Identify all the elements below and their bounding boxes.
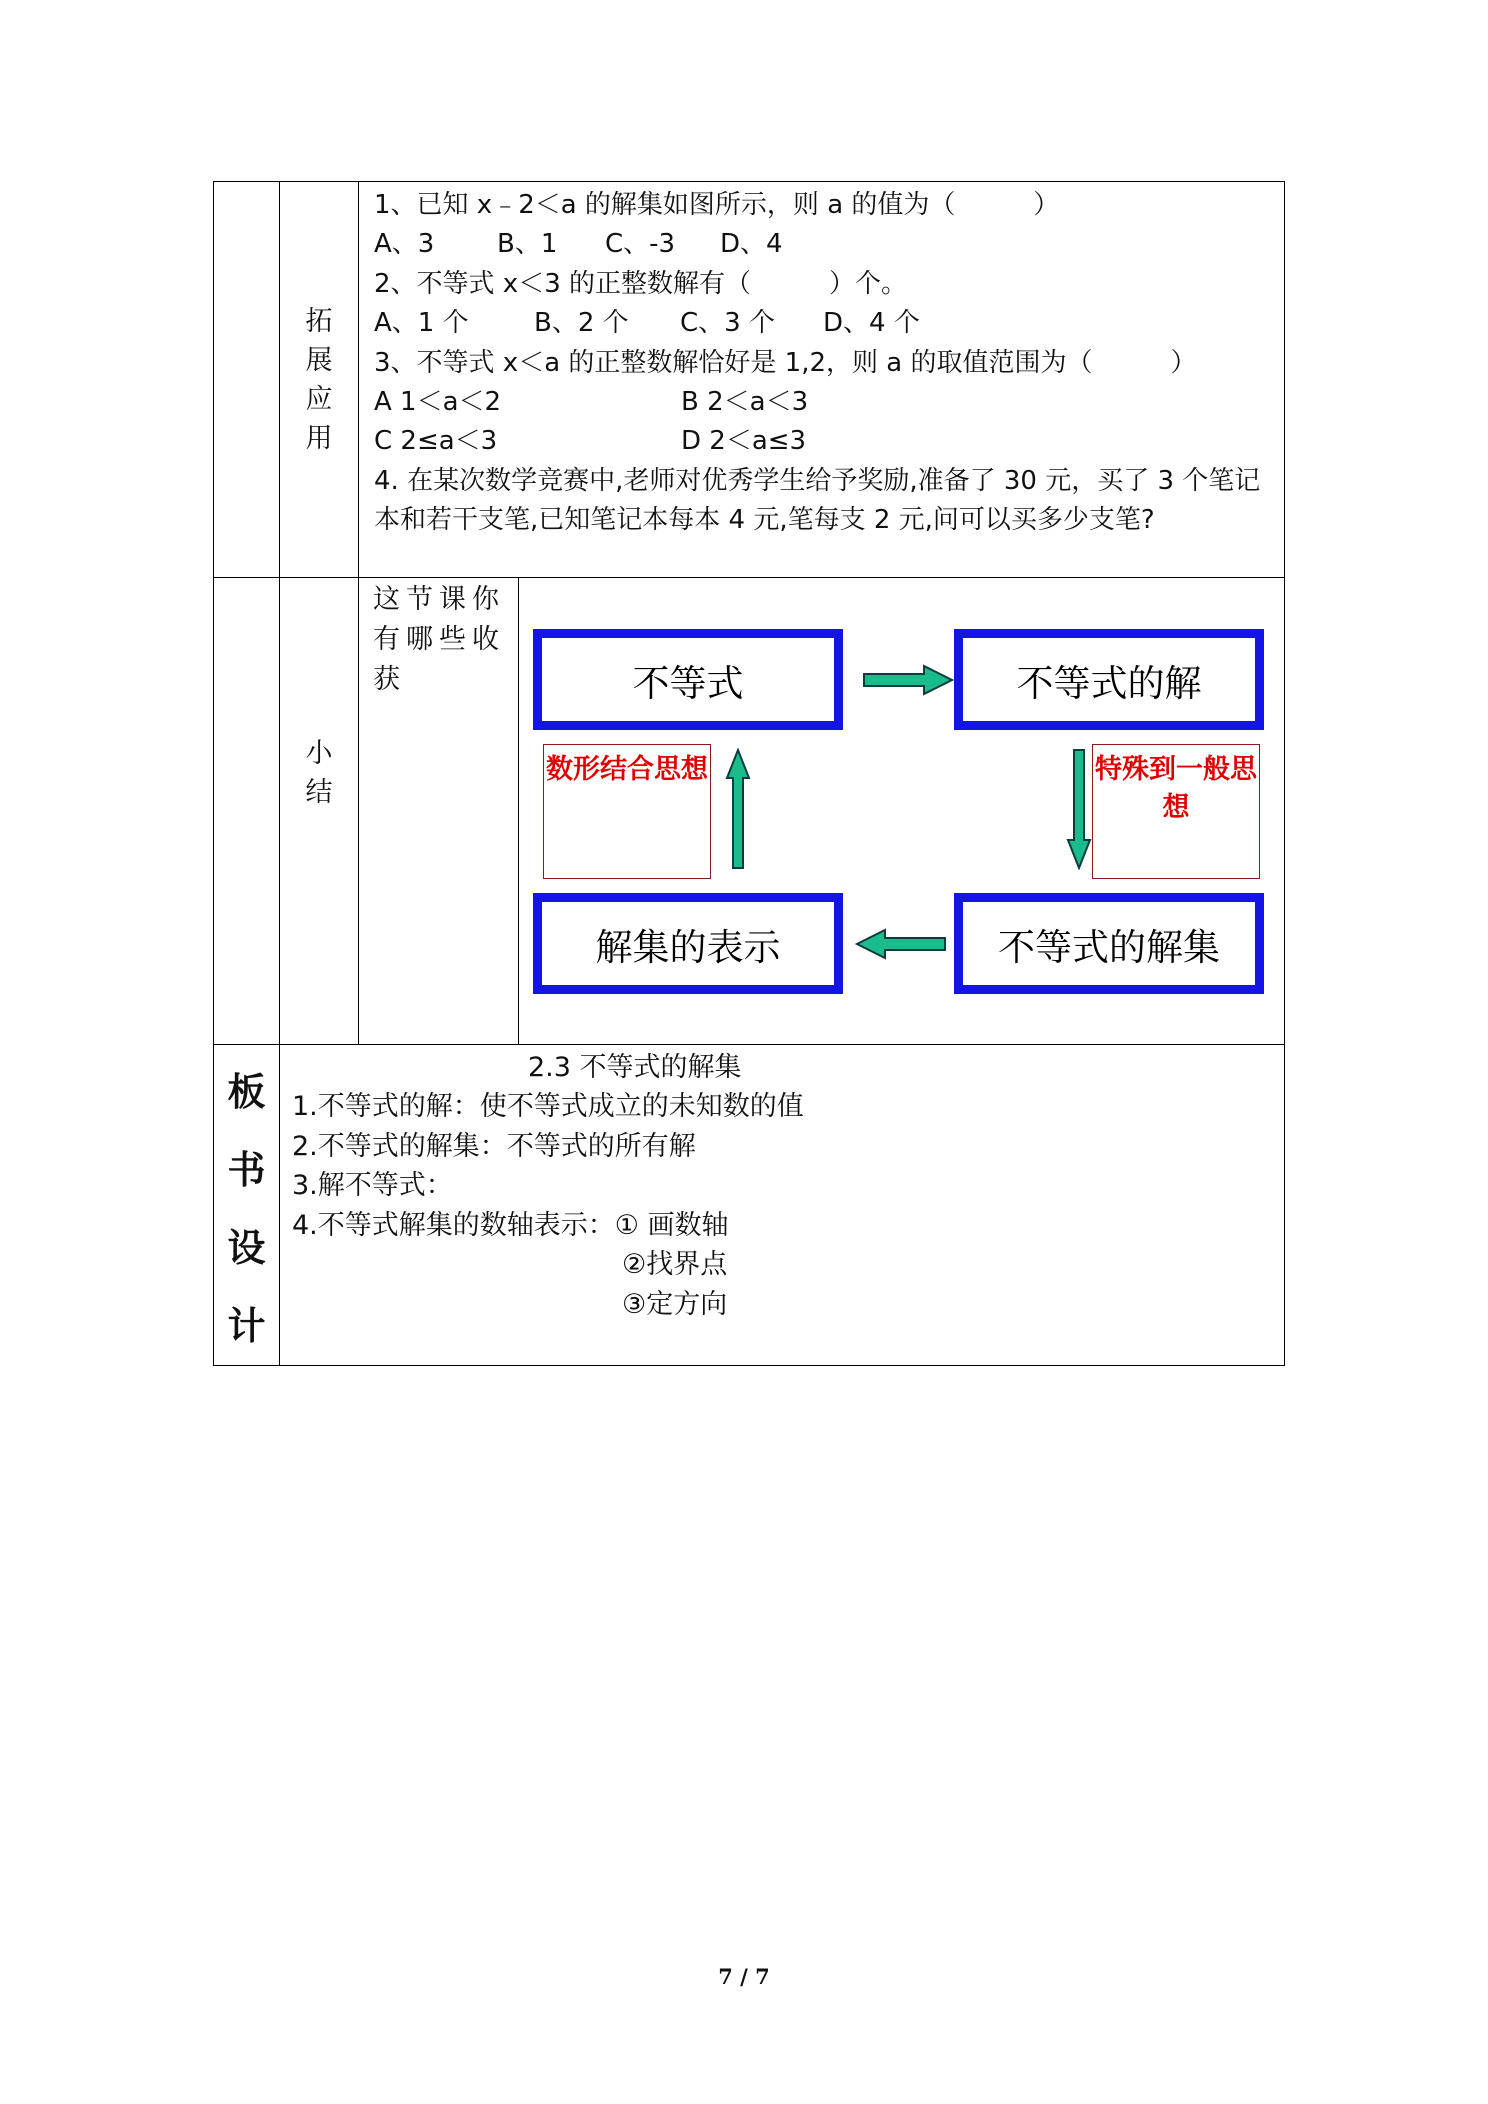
question-2: 2、不等式 x＜3 的正整数解有（ ）个。	[374, 268, 908, 299]
arrow-down-icon	[1066, 748, 1092, 870]
board-title: 2.3 不等式的解集	[528, 1052, 742, 1083]
question-3-options-b: C 2≤a＜3 D 2＜a≤3	[374, 426, 807, 457]
board-subrow: ②找界点	[622, 1249, 728, 1280]
board-row: 2.不等式的解集：不等式的所有解	[292, 1130, 696, 1162]
board-design-label: 板 书 设 计	[227, 1070, 266, 1348]
question-1: 1、已知 x﹣2＜a 的解集如图所示，则 a 的值为（ ）	[374, 190, 1060, 220]
flow-box-inequality: 不等式	[533, 629, 843, 730]
question-2-options: A、1 个 B、2 个 C、3 个 D、4 个	[374, 308, 920, 339]
summary-label-cell	[280, 578, 359, 1045]
arrow-right-icon	[862, 664, 954, 696]
board-design-row	[214, 1045, 1285, 1366]
board-row: 3.解不等式：	[292, 1170, 453, 1201]
arrow-left-icon	[855, 928, 947, 960]
page-number: 7 / 7	[718, 1964, 770, 1989]
board-row: 4.不等式解集的数轴表示：① 画数轴	[292, 1209, 729, 1241]
extension-blank-cell	[214, 182, 280, 578]
flow-box-solution-set: 不等式的解集	[954, 893, 1264, 994]
extension-label: 拓 展 应 用	[305, 305, 333, 454]
question-1-options: A、3 B、1 C、-3 D、4	[374, 229, 783, 260]
summary-label: 小 结	[305, 738, 333, 808]
note-number-shape: 数形结合思想	[543, 744, 711, 879]
summary-content-cell	[359, 578, 1285, 1045]
board-rows	[292, 1087, 804, 1324]
flow-box-set-representation: 解集的表示	[533, 893, 843, 994]
question-4: 4. 在某次数学竞赛中,老师对优秀学生给予奖励,准备了 30 元，买了 3 个笔记本和若干支笔,已知笔记本每本 4 元,笔每支 2 元,问可以买多少支笔?	[374, 465, 1261, 536]
lesson-plan-table	[213, 181, 1285, 1366]
board-content-cell	[280, 1045, 1285, 1366]
question-3: 3、不等式 x＜a 的正整数解恰好是 1,2，则 a 的取值范围为（ ）	[374, 347, 1197, 378]
question-3-options-a: A 1＜a＜2 B 2＜a＜3	[374, 387, 809, 418]
arrow-up-icon	[725, 748, 751, 870]
summary-row	[214, 578, 1285, 1045]
summary-flowchart	[519, 578, 1284, 1044]
extension-content-cell	[359, 182, 1285, 578]
summary-blank-cell	[214, 578, 280, 1045]
board-subrow: ③定方向	[622, 1288, 728, 1320]
board-label-cell	[214, 1045, 280, 1366]
flow-box-solution: 不等式的解	[954, 629, 1264, 730]
board-row: 1.不等式的解：使不等式成立的未知数的值	[292, 1091, 804, 1122]
extension-row	[214, 182, 1285, 578]
summary-prompt: 这节课你有哪些收获	[359, 578, 519, 1044]
note-special-to-general: 特殊到一般思想	[1092, 744, 1260, 879]
